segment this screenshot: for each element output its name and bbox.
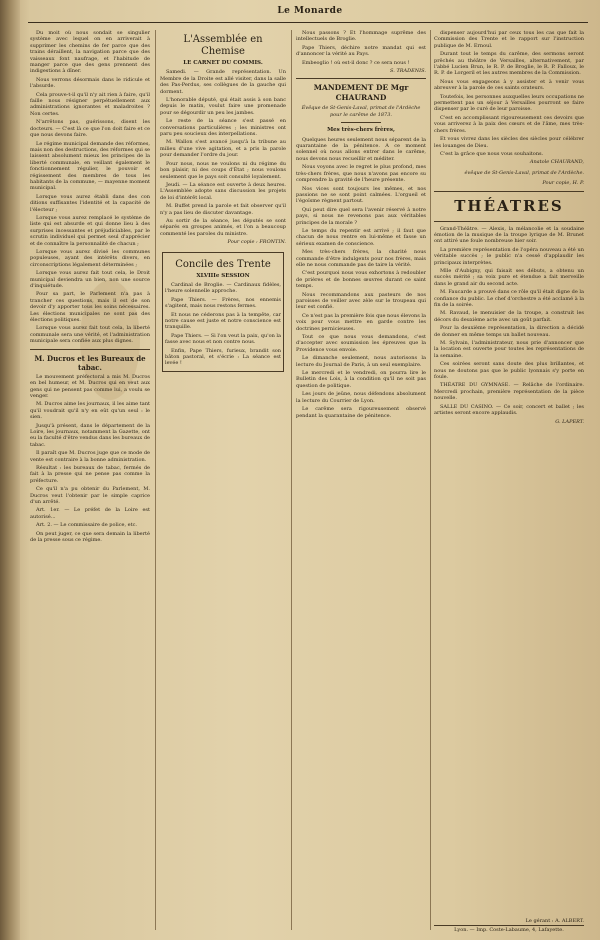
column-4 <box>434 30 584 930</box>
paragraph: Cela prouve-t-il qu'il n'y ait rien à faire, qu'il faille nous résigner perpétuellement aux administrations ignorantes et maladroites ? Non certes. <box>30 91 150 117</box>
paragraph: Nous passons ? Et l'hommage suprême des intellectuels de Broglie. <box>296 30 426 43</box>
paragraph: Le carême sera rigoureusement observé pendant la quarantaine de pénitence. <box>296 406 426 419</box>
paragraph: Lorsque vous aurez établi dans des con ditions suffisantes l'identité et la capacité de l'électeur ; <box>30 193 150 213</box>
column-rule <box>430 30 431 930</box>
paragraph: Qui peut dire quel sera l'avenir réservé à notre pays, si nous ne revenons pas aux véritables principes de la morale ? <box>296 206 426 226</box>
paragraph: Nous vous engageons à y assister et à venir vous abreuver à la parole de ces saints orateurs. <box>434 78 584 92</box>
paragraph: Ce qu'il n'a pu obtenir du Parlement, M. Ducros veut l'obtenir par le simple caprice d'un arrêté. <box>30 486 150 505</box>
paragraph: Et vous vivrez dans les siècles des siècles pour célébrer les louanges de Dieu. <box>434 136 584 149</box>
paragraph: M. Faucarde a prouvé dans ce rôle qu'il était digne de la confiance du public. Le chef d'orchestre a été acclamé à la fin de la soirée. <box>434 289 584 308</box>
signature-tradenis: S. TRADENIS. <box>390 68 426 75</box>
paragraph: Pape Thiers, déchire notre mandat qui est d'annoncer la vérité au Pays. <box>296 44 426 58</box>
paragraph: Lorsque vous aurez remplacé le système de liste qui est absurde et qui donne lieu à des surprises incessantes et préjudiciables, par le scrutin individuel qui permet seul d'apprécier et de connaître la personnalité de chacun ; <box>30 214 150 247</box>
paragraph: Ces soirées seront sans doute des plus brillantes, et nous ne doutons pas que le public lyonnais s'y porte en foule. <box>434 361 584 381</box>
paragraph: Tout ce que nous vous demandons, c'est d'accepter avec soumission les épreuves que la Providence vous envoie. <box>296 334 426 353</box>
paragraph: Embeoglio ! où est-il donc ? ce sera nous ! <box>302 59 410 66</box>
article-ducros-body <box>30 374 150 544</box>
signature-copy: Pour copie, H. P. <box>542 180 584 187</box>
mandement-title: MANDEMENT DE Mgr CHAURAND <box>313 83 409 103</box>
paragraph: C'est pourquoi nous vous exhortons à redoubler de prières et de bonnes œuvres durant ce saint temps. <box>296 270 426 290</box>
paragraph: Lorsque vous aurez fait tout cela, la liberté communale sera une vérité, et l'administration municipale sera confiée aux plus dignes. <box>30 325 150 345</box>
section-rule <box>434 191 584 192</box>
column-2 <box>160 30 286 930</box>
masthead: Le Monarde <box>277 6 343 16</box>
paragraph: Pape Thiers. — Si l'on veut la paix, qu'on la fasse avec nous et non contre nous. <box>165 332 281 346</box>
paragraph: Durant tout le temps du carême, des sermons seront prêchés au théâtre de Versailles, alternativement, par l'abbé Lucien Brun, le R. P. de Broglie, le R. P. Falloux, le R. P. de Lorgeril et les autres membres de la Commission. <box>434 51 584 77</box>
paragraph: Le mouvement préfectoral a mis M. Ducros en bel humeur, et M. Ducros qui en veut aux gens qui ne pensent pas comme lui, a voulu se venger. <box>30 373 150 399</box>
paragraph: La première représentation de l'opéra nouveau a été un véritable succès ; le public n'a cessé d'applaudir les principaux interprètes. <box>434 246 584 266</box>
section-rule <box>30 349 150 350</box>
section-rule <box>434 221 584 222</box>
paragraph: Grand-Théâtre. — Alexis, la mélancolie et la soudaine émotion de la musique de la troupe lyrique de M. Brunet ont attiré une foule nombreuse hier soir. <box>434 225 584 245</box>
paragraph: M. Sylvain, l'administrateur, nous prie d'annoncer que la location est ouverte pour toutes les représentations de la semaine. <box>434 340 584 359</box>
gymnase-notice: THÉATRE DU GYMNASE. — Relâche de l'ordinaire. Mercredi prochain, première représentation de la pièce nouvelle. <box>434 382 584 402</box>
short-rule <box>341 122 381 123</box>
paragraph: Le régime municipal demande des réformes, mais non des destructions, des réformes qui se laissent absolument mieux les principes de la liberté communale, en veillant également le fonctionnement régulier, le pouvoir et régissement des membres de tous les habitants de la commune, — mayenne moment municipal. <box>30 140 150 192</box>
theatres-body <box>434 226 584 381</box>
paragraph: M. Buffet prend la parole et fait observer qu'il n'y a pas lieu de discuter davantage. <box>160 203 286 216</box>
column-1 <box>30 30 150 930</box>
paragraph: Et nous ne céderons pas à la tempête, car notre cause est juste et notre conscience est tranquille. <box>165 311 281 331</box>
column-rule <box>291 30 292 930</box>
paragraph: Art. 2. — Le commissaire de police, etc. <box>36 522 138 529</box>
footer-gerant: Le gérant : A. ALBERT. <box>525 918 584 924</box>
article-subtitle-carnet: LE CARNET DU COMMIS. <box>183 60 263 66</box>
paragraph: Pour sa part, le Parlement n'a pas à trancher ces questions, mais il est de son devoir d'y apporter tous les soins nécessaires. Les élections municipales ne sont pas des élections politiques. <box>30 291 150 324</box>
paragraph: Nos vices sont toujours les mêmes, et nos passions ne se sont point calmées. L'orgueil et l'égoïsme règnent partout. <box>296 185 426 205</box>
paragraph: Pape Thiers. — Frères, nos ennemis s'agitent, mais nous restons fermes. <box>165 296 281 310</box>
paragraph: Le mercredi et le vendredi, on pourra lire le Bulletin des Lois, à la condition qu'il ne soit pas question de politique. <box>296 370 426 389</box>
mandement-continuation <box>434 30 584 157</box>
paragraph: Ce n'est pas la première fois que nous élevons la voix pour vous mettre en garde contre les doctrines pernicieuses. <box>296 312 426 332</box>
paragraph: Au sortir de la séance, les députés se sont séparés en groupes animés, et l'on a beaucoup commenté les paroles du ministre. <box>160 217 286 237</box>
paragraph: On peut juger, ce que sera demain la liberté de la presse sous ce régime. <box>30 530 150 544</box>
paragraph: Pour la deuxième représentation, la direction a décidé de donner en même temps un ballet nouveau. <box>434 325 584 338</box>
concile-session: XLVIIIe SESSION <box>196 272 250 279</box>
paragraph: N'arrêtons pas, guérissons, disent les docteurs. — C'est là ce que l'on doit faire et ce que nous devons faire. <box>30 119 150 139</box>
paragraph: Le dimanche seulement, nous autorisons la lecture du Journal de Paris, à un seul exemplaire. <box>296 355 426 368</box>
paragraph: Quelques heures seulement nous séparent de la quarantaine de la pénitence. A ce moment solennel où nous allons entrer dans le carême, nous devons nous recueillir et méditer. <box>296 136 426 162</box>
article-title-assemblee: L'Assemblée en Chemise <box>183 34 263 57</box>
footer-rule <box>434 925 584 926</box>
paragraph: Mes très-chers frères, la charité nous commande d'être indulgents pour nos frères, mais elle ne nous commande pas de taire la vérité. <box>296 249 426 268</box>
paragraph: Enfin, Pape Thiers, furieux, brandit son bâton pastoral, et s'écrie : La séance est levée ! <box>165 347 281 367</box>
paragraph: Lorsque vous aurez fait tout cela, le Droit municipal deviendra un bien, non une source d'inquiétude. <box>30 270 150 290</box>
paragraph: M. Ravaud, le menuisier de la troupe, a construit les décors du deuxième acte avec un goût parfait. <box>434 310 584 323</box>
mandement-body <box>296 137 426 419</box>
paragraph: Jusqu'à présent, dans le département de la Loire, les journaux, notamment la Gazette, ont eu la faculté d'être vendus dans les bureaux de tabac. <box>30 422 150 448</box>
footer-printer: Lyon. — Imp. Coste-Labaume, 4, Lafayette. <box>454 927 564 933</box>
paragraph: M. Wallon s'est avancé jusqu'à la tribune au milieu d'une vive agitation, et a pris la parole pour demander l'ordre du jour. <box>160 139 286 159</box>
paragraph: C'est la grâce que nous vous souhaitons. <box>440 150 544 157</box>
column-3 <box>296 30 426 930</box>
page-footer <box>434 918 584 933</box>
paragraph: Du moit où nous sondait se singulier système avec lequel on en arriverait à supprimer les chemins de fer parce que des trains déraillent, la navigation parce que des vaisseaux font naufrage, et l'habitude de manger parce que des gens prennent des indigestions à dîner. <box>30 30 150 75</box>
paragraph: Nous voyons avec le regret le plus profond, mes très-chers frères, que nous n'avons pas encore su comprendre la gravité de l'heure présente. <box>296 164 426 184</box>
theatres-title: THÉATRES <box>454 196 564 215</box>
top-paragraphs <box>296 30 426 66</box>
paragraph: dispenser aujourd'hui par ceux tous les cas que fait la Commission des Trente et le rapport sur l'instruction publique de M. Ernoul. <box>434 30 584 49</box>
paragraph: Pour nous, nous ne voulons ni du régime du bon plaisir, ni des coups d'État ; nous voulons seulement que le pays soit consulté loyalement. <box>160 160 286 180</box>
paragraph: Les jours de jeûne, nous défendons absolument la lecture du Courrier de Lyon. <box>296 391 426 404</box>
column-rule <box>155 30 156 930</box>
concile-box <box>162 252 284 372</box>
paragraph: Cardinal de Broglie. — Cardinaux fidèles, l'heure solennelle approche. <box>165 281 281 295</box>
signature-lapert: G. LAPERT. <box>555 418 584 425</box>
paragraph: Nous recommandons aux pasteurs de nos paroisses de veiller avec zèle sur le troupeau qui leur est confié. <box>296 291 426 311</box>
paragraph: M. Ducros aime les journaux, il les aime tant qu'il voudrait qu'il n'y en eût qu'un seul : le sien. <box>30 401 150 421</box>
article-title-ducros: M. Ducros et les Bureaux de tabac. <box>34 353 146 372</box>
paragraph: Résultat : les bureaux de tabac, fermés de fait à la presse qui ne pense pas comme la préfecture. <box>30 464 150 484</box>
paragraph: Art. 1er. — Le préfet de la Loire est autorisé... <box>30 507 150 520</box>
paragraph: Le temps du repentir est arrivé ; il faut que chacun de nous rentre en lui-même et fasse un sérieux examen de conscience. <box>296 227 426 247</box>
concile-title: Concile des Trente <box>175 258 271 270</box>
paragraph: Jeudi. — La séance est ouverte à deux heures. L'Assemblée adopte sans discussion les projets de loi d'intérêt local. <box>160 181 286 201</box>
mandement-subtitle: Évêque de St-Genis-Laval, primat de l'Ardèche pour le carême de 1873. <box>301 105 421 118</box>
signature-title: évêque de St-Genis-Laval, primat de l'Ardèche. <box>464 169 584 176</box>
casino-notice: SALLE DU CASINO. — Ce soir, concert et ballet ; les artistes seront encore applaudis. <box>434 403 584 417</box>
section-rule <box>296 78 426 79</box>
signature-frontin: Pour copie : FRONTIN. <box>227 239 286 246</box>
concile-body <box>165 282 281 367</box>
masthead-rule <box>28 22 588 23</box>
intro-paragraphs <box>30 30 150 345</box>
paragraph: L'honorable député, qui était assis à son banc depuis le matin, voulut faire une promenade pour se dégourdir un peu les jambes. <box>160 97 286 116</box>
paragraph: Mlle d'Aubigny, qui faisait ses débuts, a obtenu un succès mérité ; sa voix pure et étendue a fait merveille dans le grand air du second acte. <box>434 267 584 287</box>
paragraph: Samedi. — Grande représentation. Un Membre de la Droite est allé visiter, dans la salle des Pas-Perdus, ses collègues de la gauche qui dorment. <box>160 69 286 95</box>
paragraph: Le reste de la séance s'est passé en conversations particulières ; les ministres ont paru peu soucieux des interpellations. <box>160 118 286 138</box>
paragraph: C'est en accomplissant rigoureusement ces devoirs que vous arriverez à la paix des cœurs et de l'âme, mes très-chers frères. <box>434 114 584 134</box>
page-binding <box>0 0 20 940</box>
paragraph: Il paraît que M. Ducros juge que ce mode de vente est contraire à la bonne administration. <box>30 450 150 463</box>
paragraph: Toutefois, les personnes auxquelles leurs occupations ne permettent pas un séjour à Versailles pourront se faire dispenser par le curé de leur paroisse. <box>434 93 584 113</box>
mandement-opening: Mes très-chers frères, <box>327 127 395 134</box>
signature-name: Anatole CHAURAND, <box>529 159 584 166</box>
article-assemblee-body <box>160 69 286 237</box>
paragraph: Lorsque vous aurez divisé les communes populeuses, ayant des intérêts divers, en circonscriptions légalement déterminées ; <box>30 249 150 268</box>
paragraph: Nous verrons désormais dans le ridicule et l'absurde. <box>30 76 150 90</box>
